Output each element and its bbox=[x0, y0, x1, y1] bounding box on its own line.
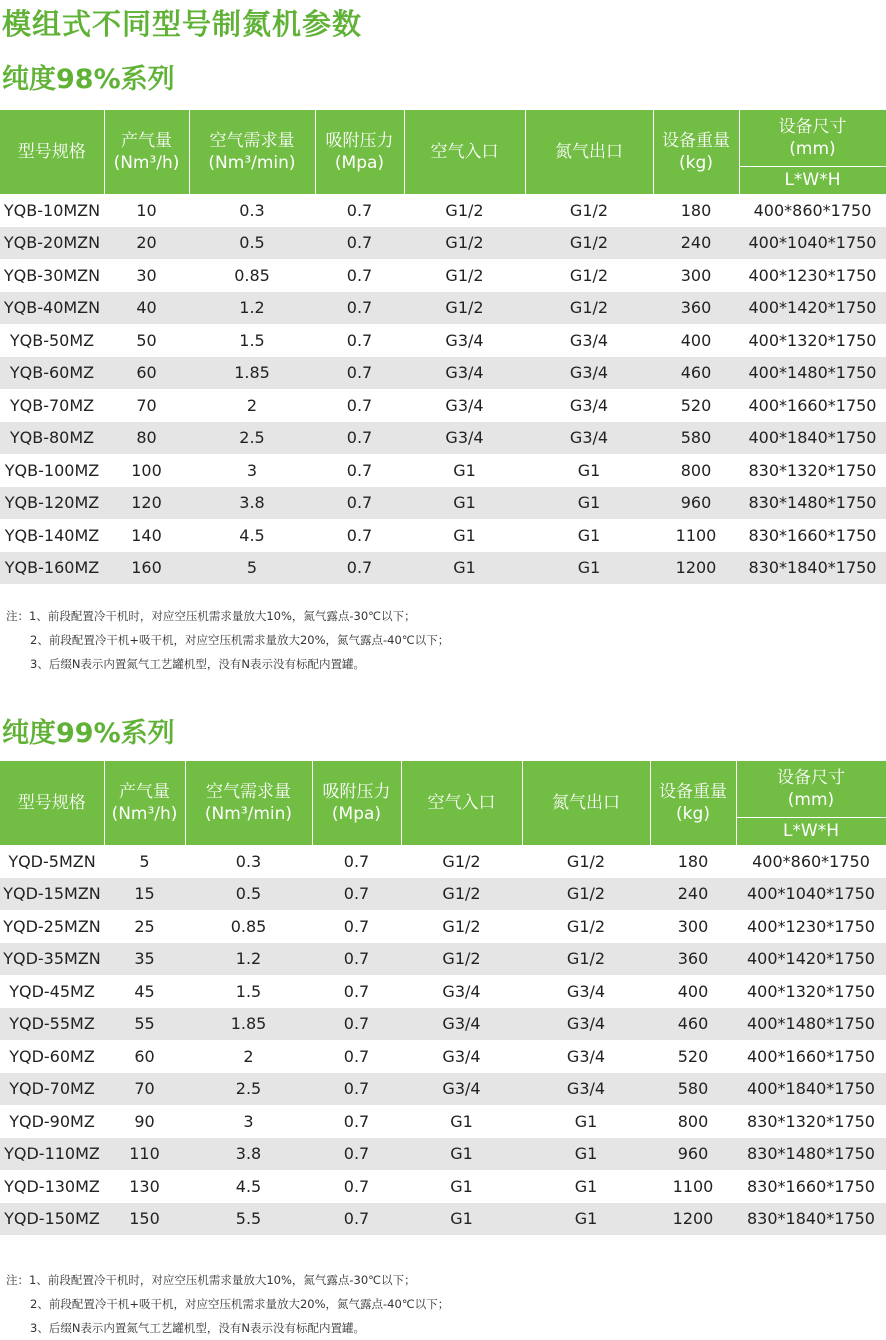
table-row: YQD-90MZ 90 3 0.7 G1 G1 800 830*1320*1750 bbox=[9, 1111, 875, 1131]
table-row: YQB-140MZ 140 4.5 0.7 G1 G1 1100 830*1660*1750 bbox=[4, 525, 877, 545]
note-line: 2、前段配置冷干机+吸干机，对应空压机需求量放大20%，氮气露点-40℃以下； bbox=[30, 1297, 450, 1311]
table-row: YQB-50MZ 50 1.5 0.7 G3/4 G3/4 400 400*1320*1750 bbox=[9, 330, 877, 350]
series-98-title: 纯度98%系列 bbox=[2, 64, 175, 95]
series-98-notes bbox=[6, 604, 449, 676]
header-dimensions: 设备尺寸 (mm) bbox=[739, 110, 886, 166]
header-n2-outlet: 氮气出口 bbox=[525, 110, 653, 194]
table-row: YQD-150MZ 150 5.5 0.7 G1 G1 1200 830*1840*1750 bbox=[0, 1203, 886, 1236]
table-row: YQD-70MZ 70 2.5 0.7 G3/4 G3/4 580 400*1840*1750 bbox=[0, 1073, 886, 1106]
series-99-notes bbox=[6, 1268, 449, 1340]
header-air-demand: 空气需求量 (Nm³/min) bbox=[185, 761, 312, 845]
table-row: YQB-160MZ 160 5 0.7 G1 G1 1200 830*1840*1750 bbox=[0, 552, 886, 585]
note-line: 注：1、前段配置冷干机时，对应空压机需求量放大10%，氮气露点-30℃以下； bbox=[6, 609, 416, 623]
table-row: YQB-60MZ 60 1.85 0.7 G3/4 G3/4 460 400*1480*1750 bbox=[0, 357, 886, 390]
table-row: YQD-35MZN 35 1.2 0.7 G1/2 G1/2 360 400*1420*1750 bbox=[0, 943, 886, 976]
table-row: YQB-20MZN 20 0.5 0.7 G1/2 G1/2 240 400*1040*1750 bbox=[0, 227, 886, 260]
table-row: YQD-55MZ 55 1.85 0.7 G3/4 G3/4 460 400*1480*1750 bbox=[0, 1008, 886, 1041]
note-line: 注：1、前段配置冷干机时，对应空压机需求量放大10%，氮气露点-30℃以下； bbox=[6, 1273, 416, 1287]
series-98-table bbox=[0, 110, 886, 584]
series-99-title: 纯度99%系列 bbox=[2, 718, 175, 749]
table-row: YQD-25MZN 25 0.85 0.7 G1/2 G1/2 300 400*1230*1750 bbox=[3, 916, 875, 936]
header-model: 型号规格 bbox=[0, 110, 104, 194]
table-row: YQB-30MZN 30 0.85 0.7 G1/2 G1/2 300 400*1230*1750 bbox=[3, 265, 877, 285]
header-air-inlet: 空气入口 bbox=[404, 110, 525, 194]
table-row: YQB-10MZN 10 0.3 0.7 G1/2 G1/2 180 400*860*1750 bbox=[3, 200, 872, 220]
header-weight: 设备重量 (kg) bbox=[650, 761, 736, 845]
table-row: YQD-130MZ 130 4.5 0.7 G1 G1 1100 830*1660*1750 bbox=[4, 1176, 875, 1196]
header-pressure: 吸附压力 (Mpa) bbox=[312, 761, 401, 845]
header-dimensions: 设备尺寸 (mm) bbox=[736, 761, 886, 817]
page-title: 模组式不同型号制氮机参数 bbox=[2, 7, 363, 41]
header-air-demand: 空气需求量 (Nm³/min) bbox=[189, 110, 315, 194]
series-99-table bbox=[0, 761, 886, 1235]
header-pressure: 吸附压力 (Mpa) bbox=[315, 110, 404, 194]
header-air-inlet: 空气入口 bbox=[401, 761, 522, 845]
table-row: YQB-80MZ 80 2.5 0.7 G3/4 G3/4 580 400*1840*1750 bbox=[0, 422, 886, 455]
header-output: 产气量 (Nm³/h) bbox=[104, 761, 185, 845]
table-row: YQD-5MZN 5 0.3 0.7 G1/2 G1/2 180 400*860*1750 bbox=[8, 851, 870, 871]
header-n2-outlet: 氮气出口 bbox=[522, 761, 650, 845]
table-row: YQB-70MZ 70 2 0.7 G3/4 G3/4 520 400*1660*1750 bbox=[9, 395, 877, 415]
note-line: 3、后缀N表示内置氮气工艺罐机型，没有N表示没有标配内置罐。 bbox=[30, 657, 366, 671]
table-row: YQB-40MZN 40 1.2 0.7 G1/2 G1/2 360 400*1420*1750 bbox=[0, 292, 886, 325]
header-dimensions-lwh: L*W*H bbox=[739, 166, 886, 194]
table-row: YQB-120MZ 120 3.8 0.7 G1 G1 960 830*1480*1750 bbox=[0, 487, 886, 520]
header-output: 产气量 (Nm³/h) bbox=[104, 110, 189, 194]
table-row: YQD-60MZ 60 2 0.7 G3/4 G3/4 520 400*1660*1750 bbox=[9, 1046, 875, 1066]
table-row: YQD-45MZ 45 1.5 0.7 G3/4 G3/4 400 400*1320*1750 bbox=[9, 981, 875, 1001]
header-dimensions-lwh: L*W*H bbox=[736, 817, 886, 845]
header-model: 型号规格 bbox=[0, 761, 104, 845]
table-row: YQB-100MZ 100 3 0.7 G1 G1 800 830*1320*1750 bbox=[4, 460, 877, 480]
table-row: YQD-110MZ 110 3.8 0.7 G1 G1 960 830*1480*1750 bbox=[0, 1138, 886, 1171]
note-line: 2、前段配置冷干机+吸干机，对应空压机需求量放大20%，氮气露点-40℃以下； bbox=[30, 633, 450, 647]
table-row: YQD-15MZN 15 0.5 0.7 G1/2 G1/2 240 400*1040*1750 bbox=[0, 878, 886, 911]
header-weight: 设备重量 (kg) bbox=[653, 110, 739, 194]
note-line: 3、后缀N表示内置氮气工艺罐机型，没有N表示没有标配内置罐。 bbox=[30, 1321, 366, 1335]
